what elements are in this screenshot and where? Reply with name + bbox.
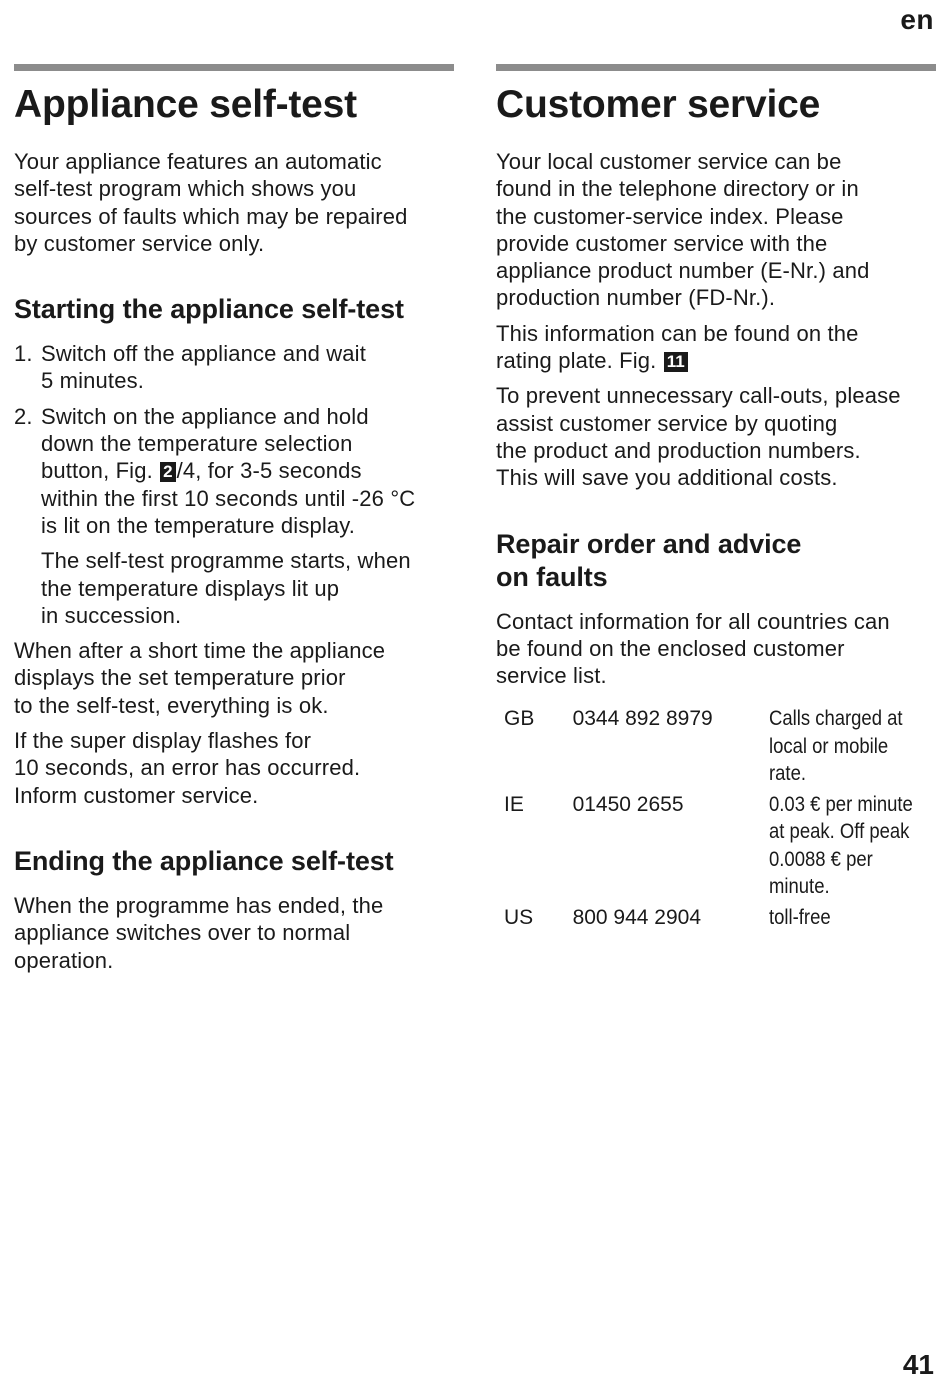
step-1 bbox=[14, 340, 454, 395]
table-row bbox=[496, 791, 936, 904]
rating-plate-text: This information can be found on the rating plate. Fig. bbox=[496, 320, 859, 374]
country-code: US bbox=[504, 905, 534, 929]
ending-self-test-text: When the programme has ended, the appliance switches over to normal operation. bbox=[14, 892, 384, 973]
section-divider bbox=[496, 64, 936, 71]
figure-reference-2: 2 bbox=[160, 462, 175, 482]
country-code: GB bbox=[504, 707, 535, 731]
phone-number: 01450 2655 bbox=[572, 792, 684, 816]
customer-service-section bbox=[496, 64, 936, 934]
appliance-self-test-title: Appliance self-test bbox=[14, 83, 357, 126]
step-1-number: 1. bbox=[14, 341, 33, 367]
table-row bbox=[496, 705, 936, 791]
call-rate: Calls charged at local or mobile rate. bbox=[769, 707, 903, 786]
phone-number: 0344 892 8979 bbox=[572, 707, 713, 731]
figure-reference-11: 11 bbox=[664, 352, 688, 372]
contacts-table bbox=[496, 705, 936, 934]
step-2-text-before-figure: Switch on the appliance and hold down the temperature selection button, Fig. bbox=[41, 403, 369, 484]
language-code: en bbox=[900, 4, 934, 35]
phone-number: 800 944 2904 bbox=[572, 905, 702, 929]
call-rate: toll-free bbox=[769, 905, 832, 929]
step-1-text: Switch off the appliance and wait 5 minutes. bbox=[41, 341, 366, 394]
country-code: IE bbox=[504, 792, 524, 816]
table-row bbox=[496, 904, 936, 935]
self-test-error-text: If the super display flashes for 10 seconds, an error has occurred. Inform customer service. bbox=[14, 728, 361, 808]
call-rate: 0.03 € per minute at peak. Off peak 0.0088 € per minute. bbox=[769, 792, 914, 899]
ending-self-test-heading: Ending the appliance self-test bbox=[14, 845, 394, 876]
step-2-text-after-figure: /4, for 3-5 seconds within the first 10 seconds until -26 °C is lit on the temperature display. bbox=[41, 458, 416, 538]
step-2-number: 2. bbox=[14, 403, 33, 429]
rating-plate-info bbox=[496, 320, 936, 375]
starting-self-test-heading: Starting the appliance self-test bbox=[14, 294, 404, 325]
start-steps-list bbox=[14, 340, 454, 539]
self-test-result: The self-test programme starts, when the temperature displays lit up in succession. bbox=[41, 548, 411, 628]
page-number: 41 bbox=[902, 1349, 934, 1380]
step-2 bbox=[14, 403, 454, 539]
repair-order-heading: Repair order and advice on faults bbox=[496, 528, 802, 592]
call-out-advice: To prevent unnecessary call-outs, please assist customer service by quoting the product and production numbers. This will save you additional costs. bbox=[496, 383, 901, 491]
section-divider bbox=[14, 64, 454, 71]
appliance-self-test-section bbox=[14, 64, 454, 982]
repair-order-text: Contact information for all countries can be found on the enclosed customer service list. bbox=[496, 608, 890, 689]
customer-service-title: Customer service bbox=[496, 83, 821, 126]
customer-service-intro: Your local customer service can be found in the telephone directory or in the customer-service index. Please provide customer service with the appliance product number (E-Nr.) and production number (FD-Nr.). bbox=[496, 149, 870, 311]
self-test-intro: Your appliance features an automatic self-test program which shows you sources of faults which may be repaired by customer service only. bbox=[14, 149, 408, 256]
self-test-ok-text: When after a short time the appliance displays the set temperature prior to the self-test, everything is ok. bbox=[14, 638, 386, 718]
